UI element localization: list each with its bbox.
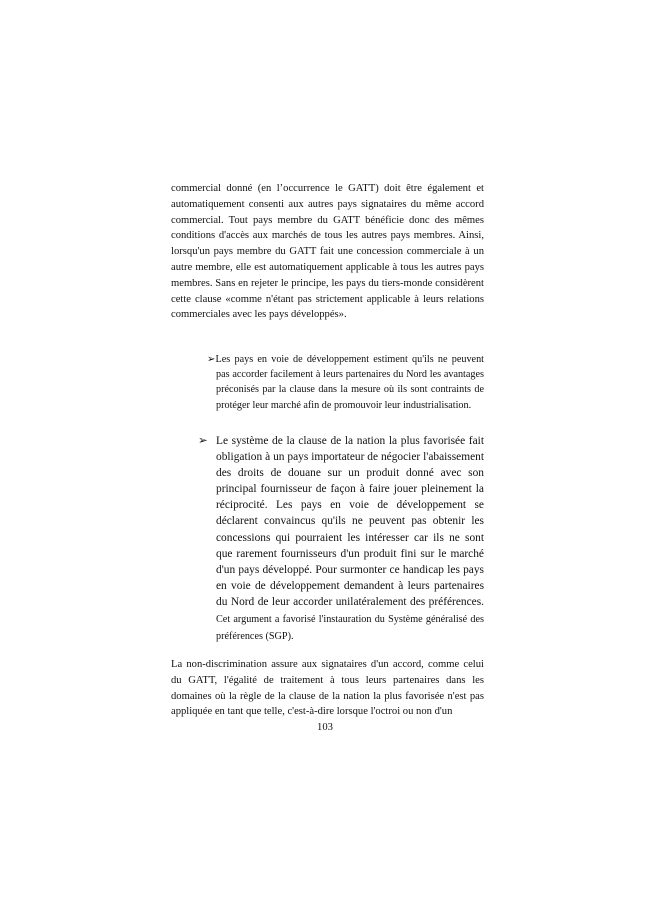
body-paragraph-1: commercial donné (en l’occurrence le GATT) doit être également et automatiquement consenti aux autres pays signataires du même accord commercial. Tout pays membre du GATT bénéficie donc des mêmes conditions d'accès aux marchés de tous les autres pays membres. Ainsi, lorsqu'un pays membre du GATT fait une concession commerciale à un autre membre, elle est automatiquement applicable à tous les autres pays membres. Sans en rejeter le principe, les pays du tiers-monde considèrent cette clause «comme n'étant pas strictement applicable à leurs relations commerciales avec les pays développés».: [171, 183, 484, 321]
bullet-item-2-text: [198, 433, 484, 645]
page-number: 103: [317, 722, 333, 733]
bullet-item-2-main: Le système de la clause de la nation la plus favorisée fait obligation à un pays importateur de négocier l'abaissement des droits de douane sur un produit donné avec son principal fournisseur de façon à faire jouer pleinement la réciprocité. Les pays en voie de développement se déclarent convaincus qu'ils ne peuvent pas obtenir les concessions qui pourraient les intéresser car ils ne sont que rarement fournisseurs d'un produit fini sur le marché d'un pays développé. Pour surmonter ce handicap les pays en voie de développement demandent à leurs partenaires du Nord de leur accorder unilatéralement des préférences.: [216, 435, 484, 608]
bullet-item-1: [198, 352, 484, 413]
bullet-item-1-label: Les pays en voie de développement estiment qu'ils ne peuvent pas accorder facilement à leurs partenaires du Nord les avantages préconisés par la clause dans la mesure où ils sont contraints de protéger leur marché afin de promouvoir leur industrialisation.: [215, 354, 484, 411]
bullet-item-1-text: [198, 352, 484, 413]
body-paragraph-2: La non-discrimination assure aux signataires d'un accord, comme celui du GATT, l'égalité de traitement à tous leurs partenaires dans les domaines où la règle de la clause de la nation la plus favorisée n'est pas appliquée en tant que telle, c'est-à-dire lorsque l'octroi ou non d'un: [171, 659, 484, 718]
bullet-item-2: [198, 433, 484, 645]
bullet-item-2-tail: Cet argument a favorisé l'instauration du Système généralisé des préférences (SGP).: [216, 614, 484, 643]
arrow-bullet-icon: ➢: [198, 435, 208, 447]
arrow-bullet-icon: ➢: [207, 354, 216, 365]
